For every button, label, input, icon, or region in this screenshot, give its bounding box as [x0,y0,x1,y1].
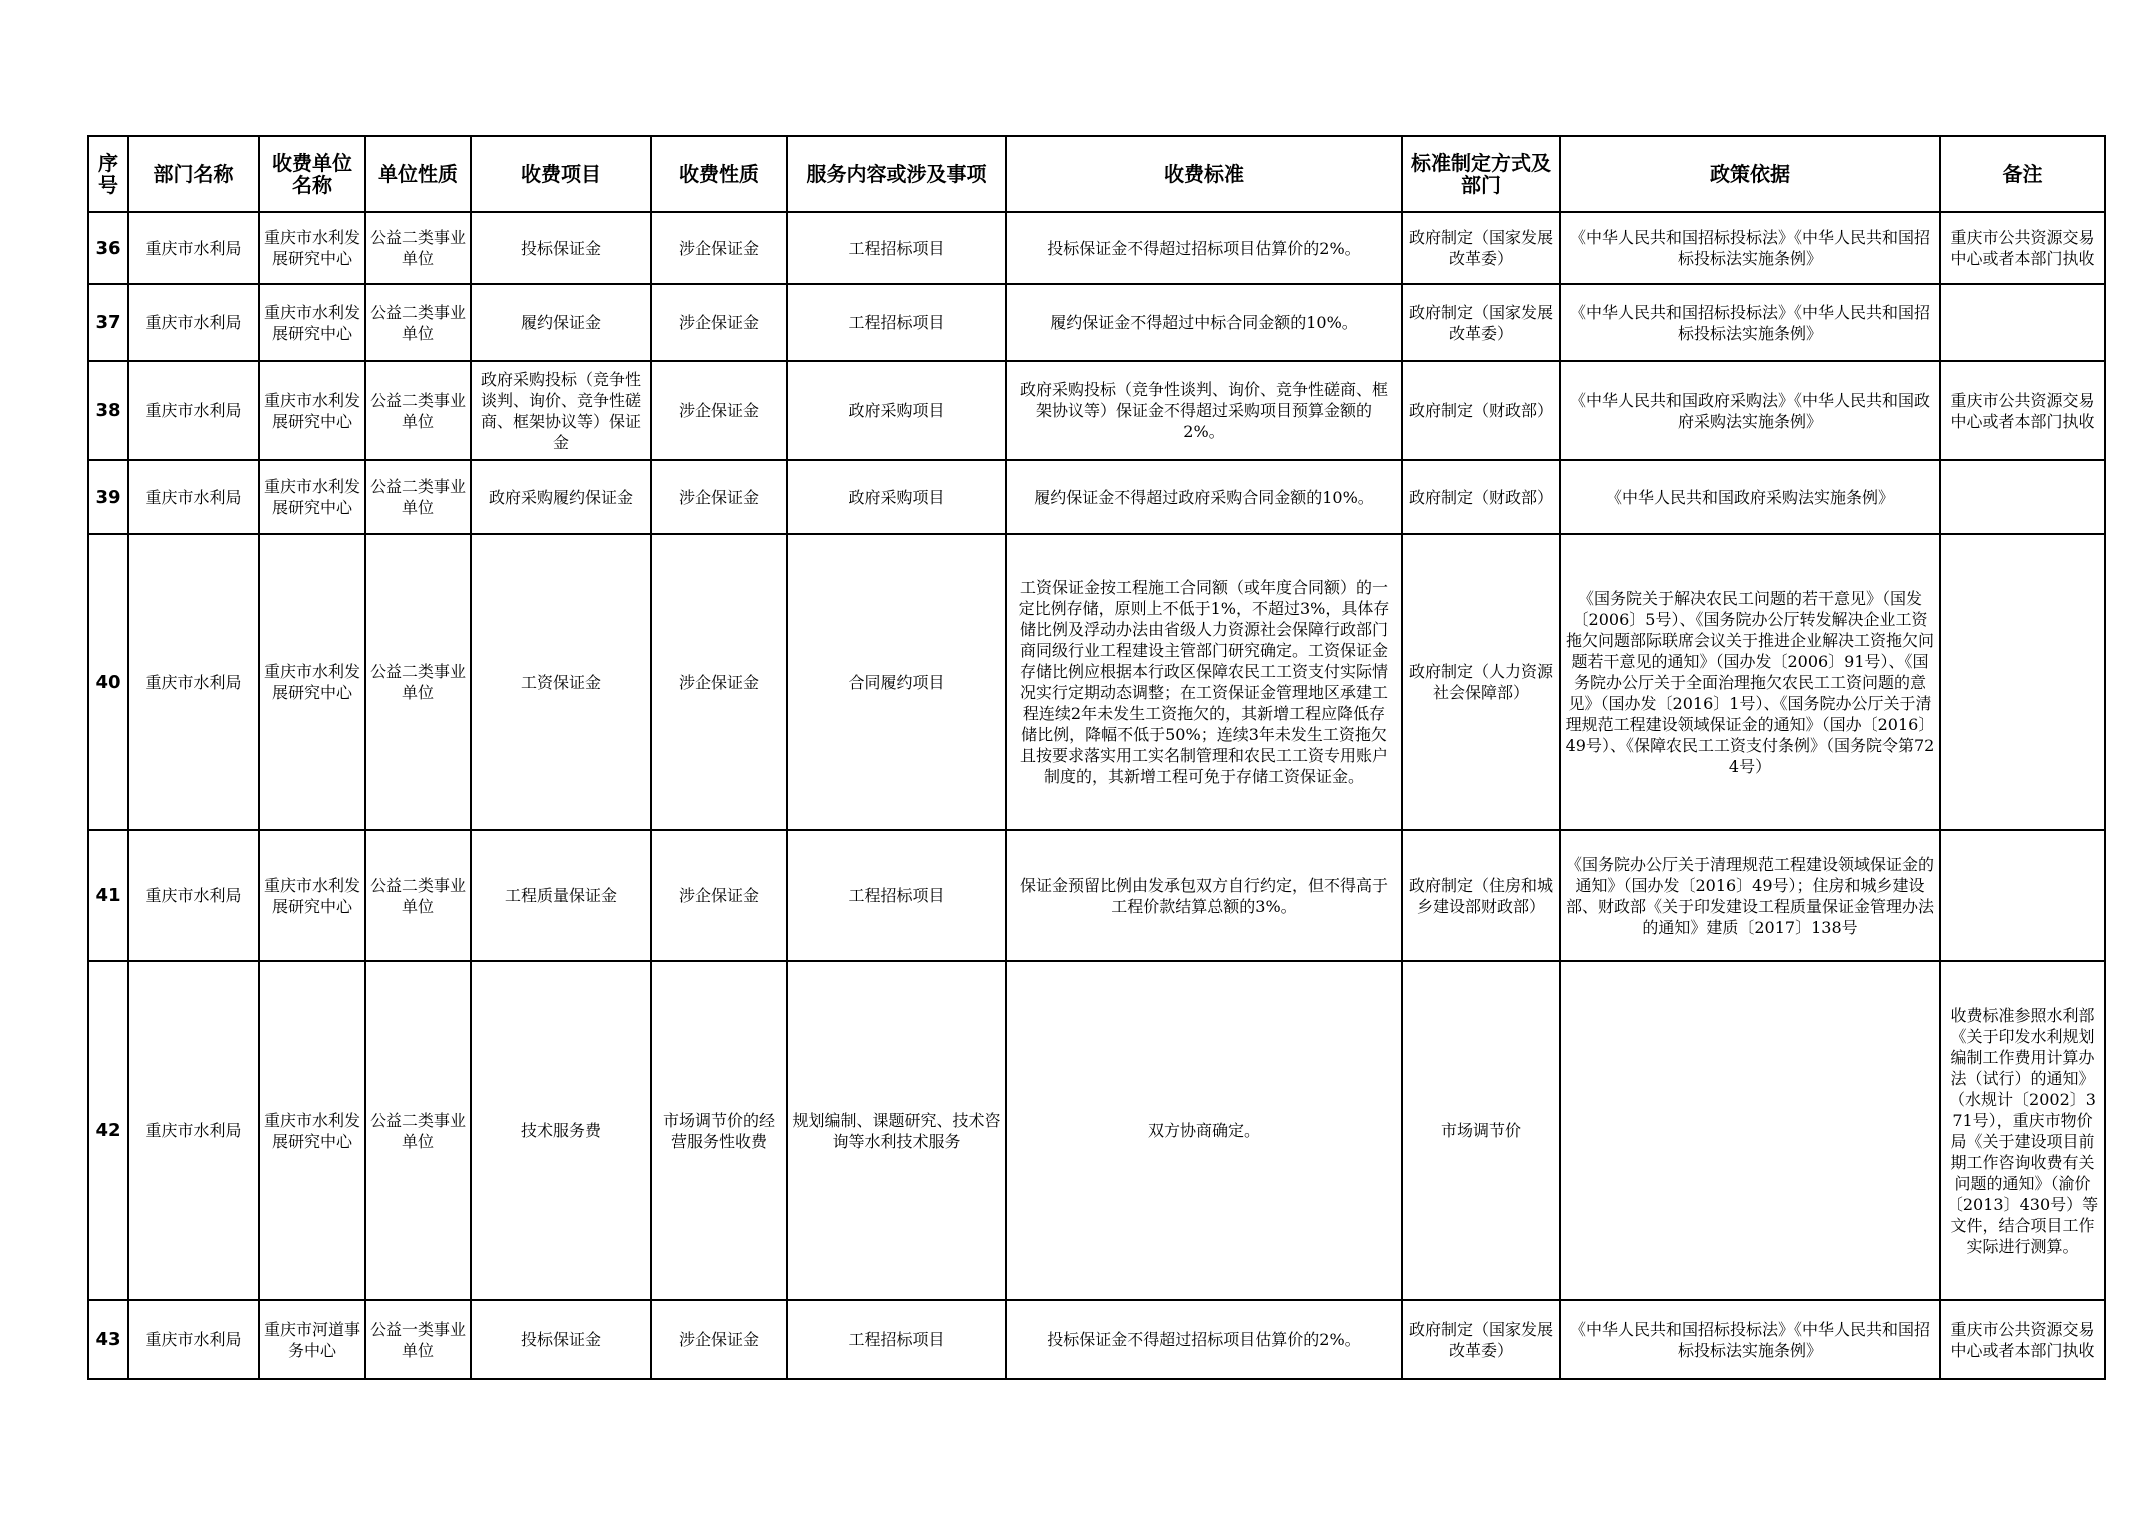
cell-dept: 重庆市水利局 [128,1300,259,1379]
cell-basis: 《中华人民共和国招标投标法》《中华人民共和国招标投标法实施条例》 [1560,212,1940,284]
cell-seq: 38 [88,361,128,460]
cell-fee-nature: 涉企保证金 [651,361,787,460]
cell-standard: 工资保证金按工程施工合同额（或年度合同额）的一定比例存储，原则上不低于1%，不超过3%，具体存储比例及浮动办法由省级人力资源社会保障行政部门商同级行业工程建设主管部门研究确定。工资保证金存储比例应根据本行政区保障农民工工资支付实际情况实行定期动态调整；在工资保证金管理地区承建工程连续2年未发生工资拖欠的，其新增工程应降低存储比例，降幅不低于50%；连续3年未发生工资拖欠且按要求落实用工实名制管理和农民工工资专用账户制度的，其新增工程可免于存储工资保证金。 [1006,534,1402,830]
cell-item: 政府采购履约保证金 [471,460,651,534]
cell-method: 政府制定（住房和城乡建设部财政部） [1402,830,1560,961]
cell-seq: 43 [88,1300,128,1379]
table-row [88,1300,2105,1379]
cell-method: 市场调节价 [1402,961,1560,1300]
cell-unit: 重庆市水利发展研究中心 [259,361,365,460]
cell-method: 政府制定（财政部） [1402,460,1560,534]
cell-fee-nature: 市场调节价的经营服务性收费 [651,961,787,1300]
header-fee-nature: 收费性质 [651,136,787,212]
header-service: 服务内容或涉及事项 [787,136,1006,212]
cell-basis: 《国务院关于解决农民工问题的若干意见》（国发〔2006〕5号）、《国务院办公厅转发解决企业工资拖欠问题部际联席会议关于推进企业解决工资拖欠问题若干意见的通知》（国办发〔2006〕91号）、《国务院办公厅关于全面治理拖欠农民工工资问题的意见》（国办发〔2016〕1号）、《国务院办公厅关于清理规范工程建设领域保证金的通知》（国办〔2016〕49号）、《保障农民工工资支付条例》（国务院令第724号） [1560,534,1940,830]
cell-dept: 重庆市水利局 [128,361,259,460]
cell-fee-nature: 涉企保证金 [651,1300,787,1379]
cell-unit: 重庆市水利发展研究中心 [259,284,365,361]
cell-standard: 保证金预留比例由发承包双方自行约定，但不得高于工程价款结算总额的3%。 [1006,830,1402,961]
cell-method: 政府制定（国家发展改革委） [1402,1300,1560,1379]
cell-standard: 投标保证金不得超过招标项目估算价的2%。 [1006,212,1402,284]
cell-unit: 重庆市河道事务中心 [259,1300,365,1379]
cell-dept: 重庆市水利局 [128,961,259,1300]
header-unit: 收费单位名称 [259,136,365,212]
cell-remark: 重庆市公共资源交易中心或者本部门执收 [1940,212,2105,284]
cell-dept: 重庆市水利局 [128,284,259,361]
cell-remark: 重庆市公共资源交易中心或者本部门执收 [1940,1300,2105,1379]
table-row [88,961,2105,1300]
table-row [88,460,2105,534]
cell-item: 投标保证金 [471,212,651,284]
cell-dept: 重庆市水利局 [128,830,259,961]
cell-seq: 42 [88,961,128,1300]
header-standard: 收费标准 [1006,136,1402,212]
cell-standard: 政府采购投标（竞争性谈判、询价、竞争性磋商、框架协议等）保证金不得超过采购项目预算金额的2%。 [1006,361,1402,460]
cell-service: 工程招标项目 [787,284,1006,361]
cell-service: 工程招标项目 [787,212,1006,284]
cell-basis: 《国务院办公厅关于清理规范工程建设领域保证金的通知》（国办发〔2016〕49号）；住房和城乡建设部、财政部《关于印发建设工程质量保证金管理办法的通知》建质〔2017〕138号 [1560,830,1940,961]
cell-seq: 39 [88,460,128,534]
cell-unit: 重庆市水利发展研究中心 [259,534,365,830]
cell-remark: 重庆市公共资源交易中心或者本部门执收 [1940,361,2105,460]
cell-seq: 40 [88,534,128,830]
cell-dept: 重庆市水利局 [128,534,259,830]
table-row [88,284,2105,361]
cell-nature: 公益一类事业单位 [365,1300,471,1379]
cell-fee-nature: 涉企保证金 [651,284,787,361]
cell-nature: 公益二类事业单位 [365,830,471,961]
cell-remark [1940,534,2105,830]
cell-method: 政府制定（财政部） [1402,361,1560,460]
header-remark: 备注 [1940,136,2105,212]
cell-item: 履约保证金 [471,284,651,361]
cell-remark [1940,460,2105,534]
table-row [88,830,2105,961]
cell-service: 工程招标项目 [787,830,1006,961]
cell-method: 政府制定（人力资源社会保障部） [1402,534,1560,830]
cell-nature: 公益二类事业单位 [365,212,471,284]
cell-service: 工程招标项目 [787,1300,1006,1379]
cell-unit: 重庆市水利发展研究中心 [259,961,365,1300]
cell-seq: 41 [88,830,128,961]
header-item: 收费项目 [471,136,651,212]
cell-item: 政府采购投标（竞争性谈判、询价、竞争性磋商、框架协议等）保证金 [471,361,651,460]
cell-item: 工程质量保证金 [471,830,651,961]
cell-unit: 重庆市水利发展研究中心 [259,830,365,961]
header-dept: 部门名称 [128,136,259,212]
header-method: 标准制定方式及部门 [1402,136,1560,212]
cell-service: 政府采购项目 [787,460,1006,534]
cell-service: 合同履约项目 [787,534,1006,830]
cell-nature: 公益二类事业单位 [365,460,471,534]
cell-item: 投标保证金 [471,1300,651,1379]
cell-fee-nature: 涉企保证金 [651,534,787,830]
cell-fee-nature: 涉企保证金 [651,212,787,284]
table-row [88,212,2105,284]
cell-remark: 收费标准参照水利部《关于印发水利规划编制工作费用计算办法（试行）的通知》（水规计〔2002〕371号），重庆市物价局《关于建设项目前期工作咨询收费有关问题的通知》（渝价〔2013〕430号）等文件，结合项目工作实际进行测算。 [1940,961,2105,1300]
cell-remark [1940,284,2105,361]
cell-item: 工资保证金 [471,534,651,830]
table-row [88,534,2105,830]
cell-basis: 《中华人民共和国招标投标法》《中华人民共和国招标投标法实施条例》 [1560,1300,1940,1379]
cell-dept: 重庆市水利局 [128,212,259,284]
cell-unit: 重庆市水利发展研究中心 [259,460,365,534]
header-basis: 政策依据 [1560,136,1940,212]
cell-nature: 公益二类事业单位 [365,284,471,361]
cell-method: 政府制定（国家发展改革委） [1402,284,1560,361]
cell-fee-nature: 涉企保证金 [651,460,787,534]
cell-seq: 37 [88,284,128,361]
cell-standard: 投标保证金不得超过招标项目估算价的2%。 [1006,1300,1402,1379]
header-nature: 单位性质 [365,136,471,212]
cell-nature: 公益二类事业单位 [365,361,471,460]
cell-nature: 公益二类事业单位 [365,534,471,830]
cell-item: 技术服务费 [471,961,651,1300]
cell-basis: 《中华人民共和国招标投标法》《中华人民共和国招标投标法实施条例》 [1560,284,1940,361]
cell-fee-nature: 涉企保证金 [651,830,787,961]
cell-service: 规划编制、课题研究、技术咨询等水利技术服务 [787,961,1006,1300]
cell-standard: 履约保证金不得超过中标合同金额的10%。 [1006,284,1402,361]
cell-service: 政府采购项目 [787,361,1006,460]
header-seq: 序号 [88,136,128,212]
fee-table [87,135,2106,1380]
cell-basis: 《中华人民共和国政府采购法》《中华人民共和国政府采购法实施条例》 [1560,361,1940,460]
cell-unit: 重庆市水利发展研究中心 [259,212,365,284]
cell-basis [1560,961,1940,1300]
cell-method: 政府制定（国家发展改革委） [1402,212,1560,284]
cell-remark [1940,830,2105,961]
cell-basis: 《中华人民共和国政府采购法实施条例》 [1560,460,1940,534]
cell-nature: 公益二类事业单位 [365,961,471,1300]
cell-dept: 重庆市水利局 [128,460,259,534]
cell-standard: 双方协商确定。 [1006,961,1402,1300]
header-row [88,136,2105,212]
cell-seq: 36 [88,212,128,284]
table-row [88,361,2105,460]
cell-standard: 履约保证金不得超过政府采购合同金额的10%。 [1006,460,1402,534]
